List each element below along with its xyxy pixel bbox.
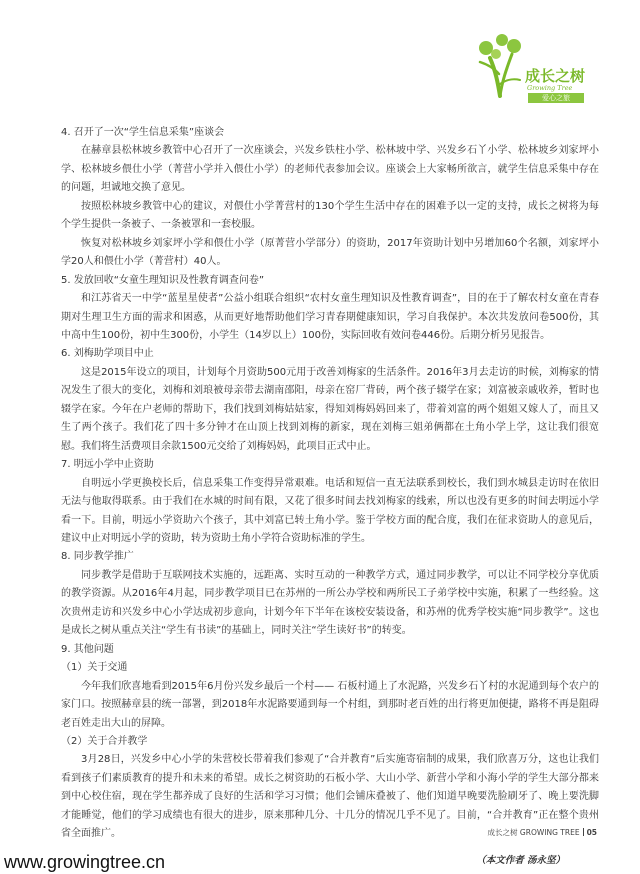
author-credit: （本文作者 汤永坚）: [476, 854, 565, 866]
paragraph: 按照松林坡乡教管中心的建议，对偎仕小学菁营村的130个学生生活中存在的困难予以一定的支持，成长之树将为每个学生提供一条被子、一条被罩和一套校服。: [61, 200, 599, 231]
article-body: [61, 124, 599, 870]
section-heading: （1）关于交通: [61, 662, 128, 674]
logo-title: 成长之树: [525, 67, 586, 85]
paragraph: 在赫章县松林坡乡教管中心召开了一次座谈会，兴发乡铁柱小学、松林坡中学、兴发乡石丫小学、松林坡乡刘家坪小学、松林坡乡偎仕小学（菁营小学并入偎仕小学）的老师代表参加会议。座谈会上大家畅所欲言，就学生信息采集中存在的问题，坦诚地交换了意见。: [61, 145, 599, 194]
logo-subtitle: Growing Tree: [527, 84, 573, 92]
paragraph: 恢复对松林坡乡刘家坪小学和偎仕小学（原菁营小学部分）的资助，2017年资助计划中另增加60个名额，刘家坪小学20人和偎仕小学（菁营村）40人。: [61, 237, 599, 268]
paragraph: 自明远小学更换校长后，信息采集工作变得异常艰难。电话和短信一直无法联系到校长，我们到水城县走访时在依旧无法与他取得联系。由于我们在水城的时间有限，又花了很多时间去找刘梅家的线索，所以也没有更多的时间去明远小学看一下。目前，明远小学资助六个孩子，其中刘富已转土角小学。鉴于学校方面的配合度，我们在征求资助人的意见后，建议中止对明远小学的资助，转为资助土角小学符合资助标准的学生。: [61, 477, 599, 544]
section-heading: 9. 其他问题: [61, 643, 114, 655]
watermark-url: www.growingtree.cn: [4, 852, 166, 872]
paragraph: 今年我们欣喜地看到2015年6月份兴发乡最后一个村—— 石板村通上了水泥路，兴发乡石丫村的水泥通到每个农户的家门口。按照赫章县的统一部署，到2018年水泥路要通到每一个村组，到那时老百姓的出行将更加便捷，路将不再是阻碍老百姓走出大山的屏障。: [61, 680, 599, 729]
section-heading: 8. 同步教学推广: [61, 551, 134, 563]
paragraph: 这是2015年设立的项目，计划每个月资助500元用于改善刘梅家的生活条件。2016年3月去走访的时候，刘梅家的情况发生了很大的变化，刘梅和刘琅被母亲带去湖南邵阳，母亲在窑厂背砖，两个孩子辍学在家；刘富被亲戚收养，暂时也辍学在家。今年在户老师的帮助下，我们找到刘梅姑姑家，得知刘梅妈妈回来了，带着刘富的两个姐姐又嫁人了，而且又生了两个孩子。我们花了四十多分钟才在山顶上找到刘梅的新家，现在刘梅三姐弟俩都在土角小学上学，这让我们很宽慰。我们将生活费项目余款1500元交给了刘梅妈妈，此项目正式中止。: [61, 366, 599, 452]
growing-tree-logo: [476, 34, 606, 106]
section-heading: 7. 明远小学中止资助: [61, 459, 154, 471]
section-heading: 6. 刘梅助学项目中止: [61, 348, 154, 360]
tree-icon: [476, 34, 526, 100]
footer-divider: [583, 828, 584, 836]
section-heading: （2）关于合并教学: [61, 735, 148, 747]
page-footer: [488, 827, 597, 838]
footer-magazine-name: 成长之树 GROWING TREE: [487, 828, 580, 837]
page-number: 05: [586, 828, 597, 837]
section-heading: 4. 召开了一次“学生信息采集”座谈会: [61, 127, 225, 138]
paragraph: 3月28日，兴发乡中心小学的朱营校长带着我们参观了“合并教育”后实施寄宿制的成果，我们欣喜万分，这也让我们看到孩子们素质教育的提升和未来的希望。成长之树资助的石板小学、大山小学、新营小学和小海小学的学生大部分都来到中心校住宿，现在学生都养成了良好的生活和学习习惯；他们会铺床叠被了、他们知道早晚要洗脸刷牙了、晚上要洗脚才能睡觉，他们的学习成绩也有很大的进步，原来那种几分、十几分的情况几乎不见了。目前，“合并教育”正在整个贵州省全面推广。: [61, 754, 599, 840]
logo-tag: 爱心之旅: [528, 93, 584, 103]
paragraph: 同步教学是借助于互联网技术实施的，远距离、实时互动的一种教学方式，通过同步教学，可以让不同学校分享优质的教学资源。从2016年4月起，同步教学项目已在苏州的一所公办学校和两所民工子弟学校中实施，积累了一些经验。这次贵州走访和兴发乡中心小学达成初步意向，计划今年下半年在该校安装设备，和苏州的优秀学校实施“同步教学”。这也是成长之树从重点关注“学生有书读”的基础上，同时关注“学生读好书”的转变。: [61, 569, 599, 637]
section-heading: 5. 发放回收“女童生理知识及性教育调查问卷”: [61, 274, 265, 286]
paragraph: 和江苏省天一中学“蓝星星使者”公益小组联合组织“农村女童生理知识及性教育调查”，目的在于了解农村女童在青春期对生理卫生方面的需求和困惑，从而更好地帮助他们学习青春期健康知识，学习自我保护。本次共发放问卷500份，其中高中生100份，初中生300份，小学生（14岁以上）100份，实际回收有效问卷446份。后期分析另见报告。: [61, 293, 599, 341]
